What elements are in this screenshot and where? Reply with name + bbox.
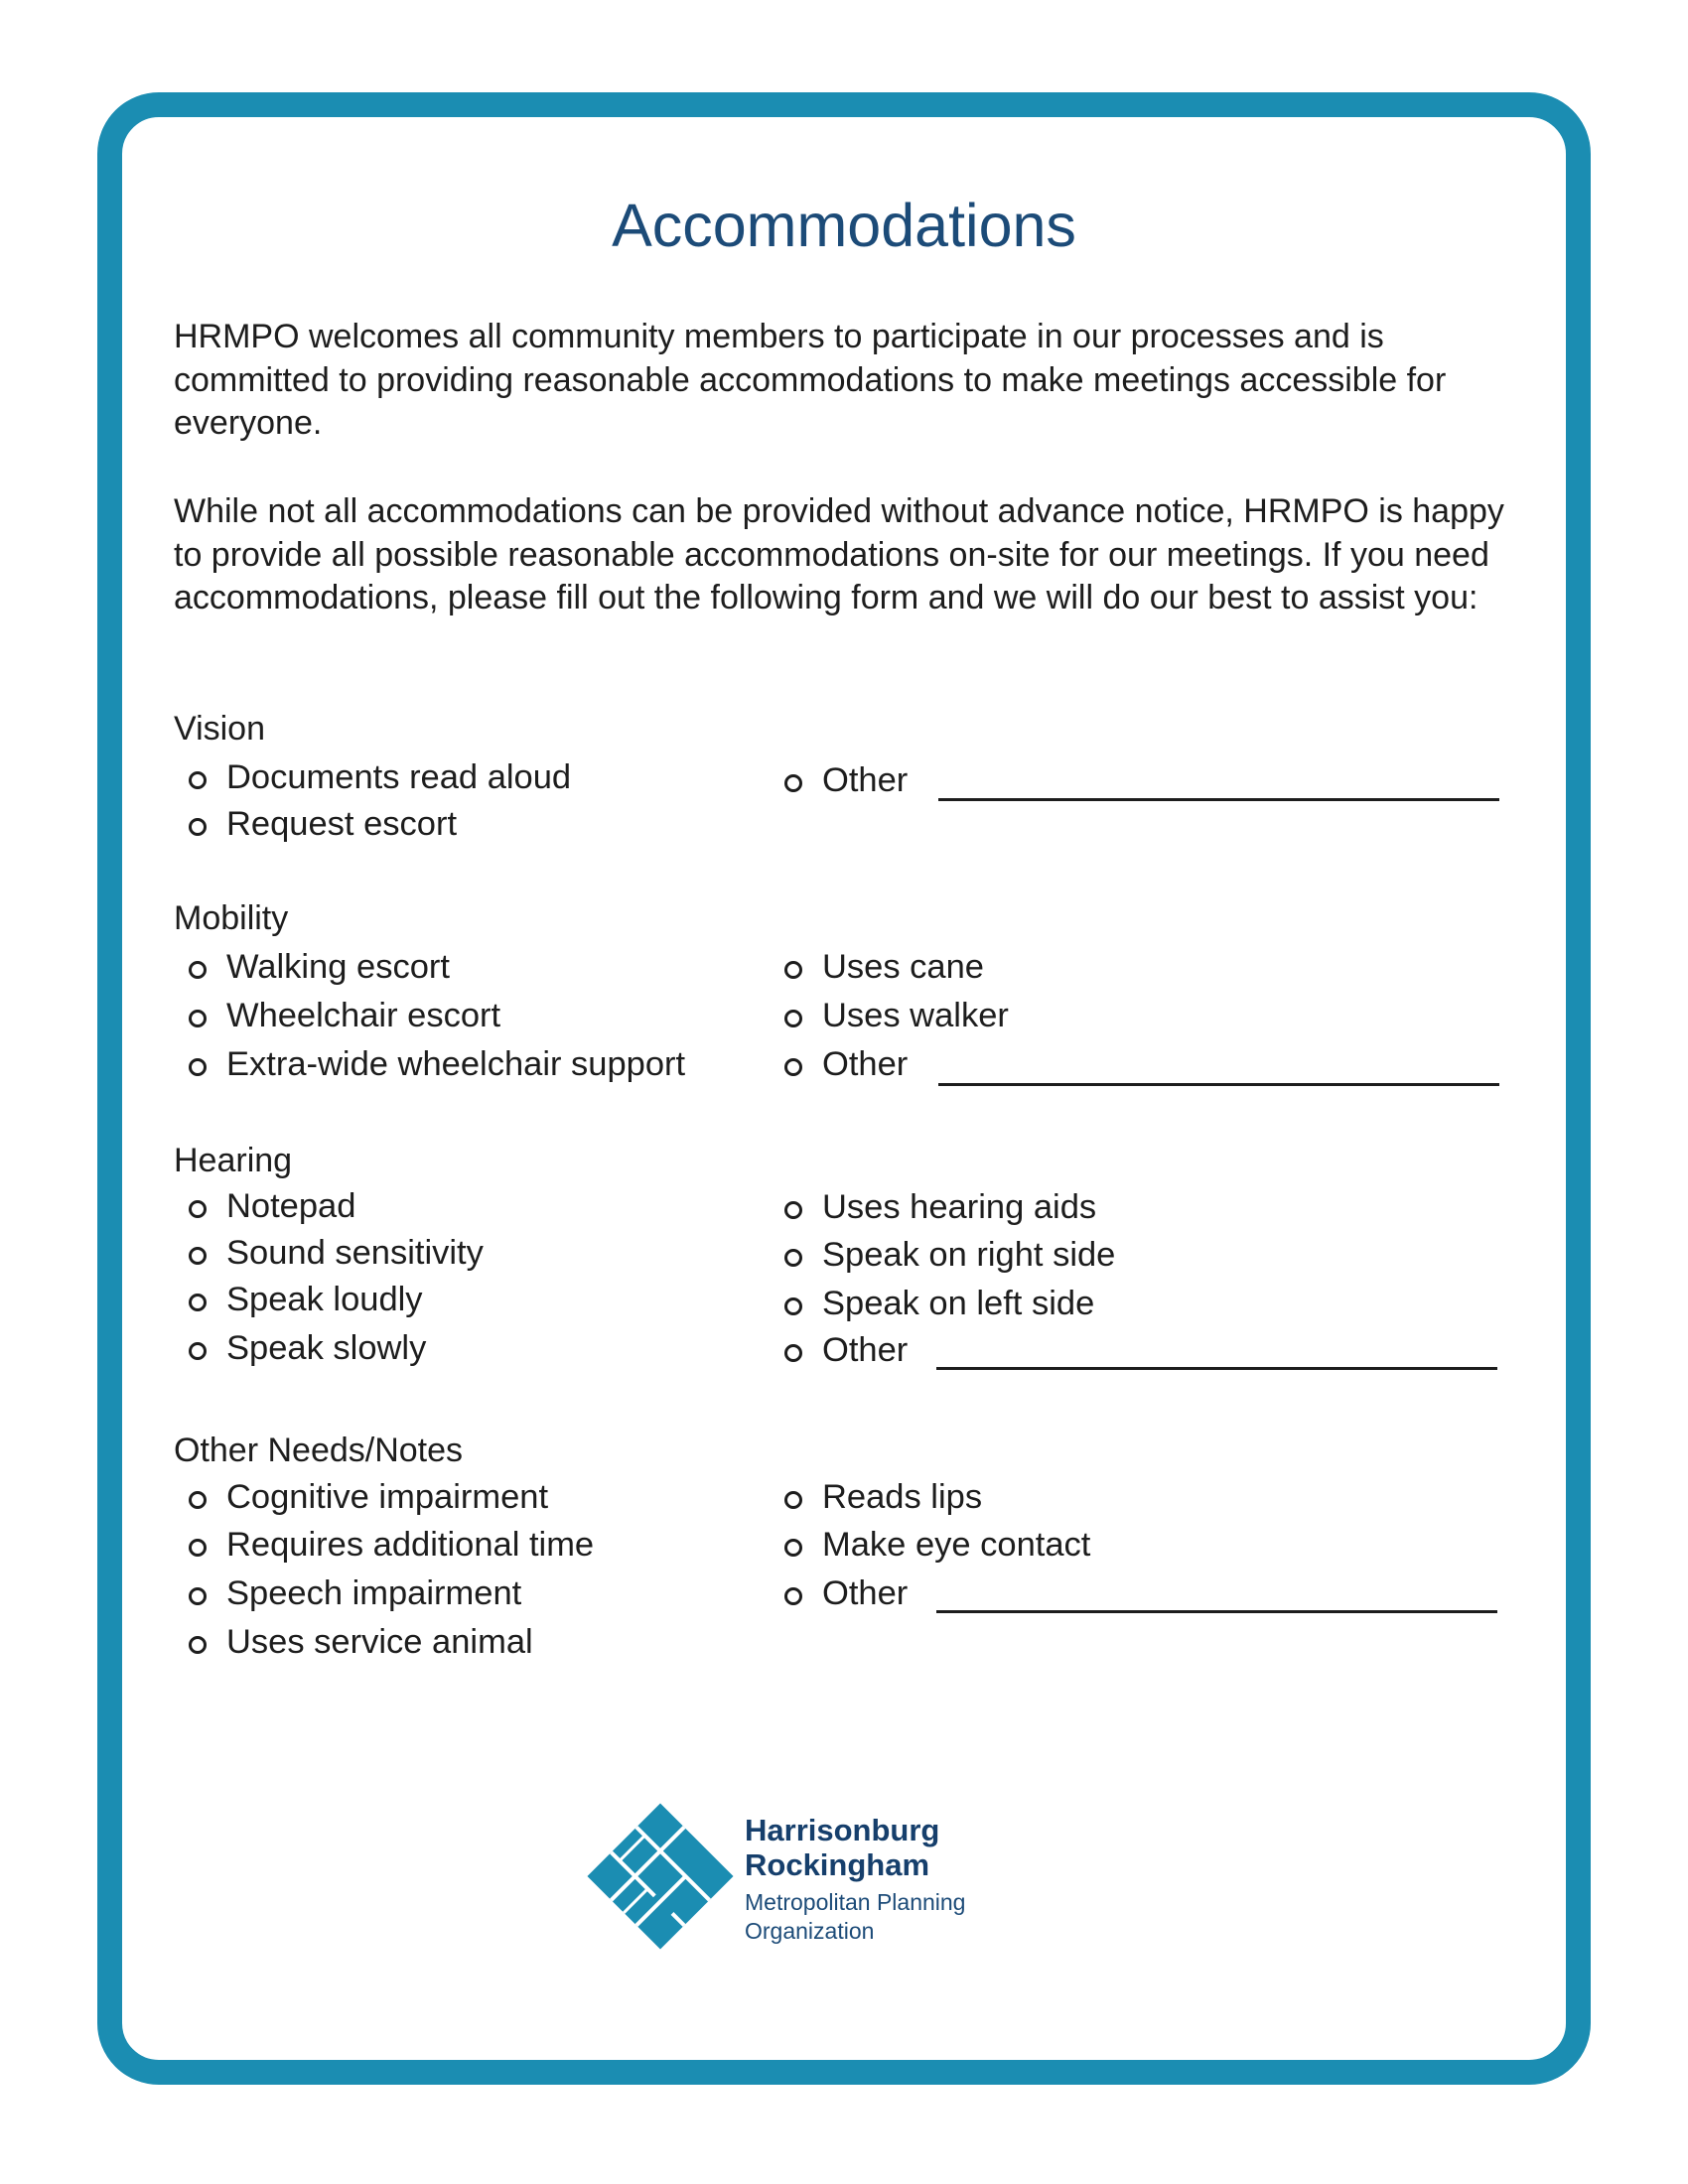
option-uses-hearing-aids[interactable] — [784, 1186, 1096, 1228]
option-speak-on-right-side[interactable] — [784, 1234, 1115, 1276]
radio-circle-icon — [784, 1297, 802, 1315]
radio-circle-icon — [784, 1201, 802, 1219]
logo-line-organization: Organization — [745, 1918, 875, 1944]
option-label: Speak loudly — [226, 1281, 423, 1318]
radio-circle-icon — [784, 1587, 802, 1605]
option-label: Other — [822, 1574, 909, 1612]
option-label: Other — [822, 1331, 909, 1369]
option-uses-walker[interactable] — [784, 995, 1009, 1036]
logo-line-harrisonburg: Harrisonburg — [745, 1813, 940, 1847]
option-label: Other — [822, 1045, 909, 1083]
radio-circle-icon — [784, 774, 802, 792]
option-speak-on-left-side[interactable] — [784, 1283, 1094, 1324]
option-wheelchair-escort[interactable] — [189, 995, 500, 1036]
option-label: Request escort — [226, 805, 458, 843]
other-needs-other-input-line[interactable] — [936, 1610, 1497, 1613]
radio-circle-icon — [189, 1636, 207, 1654]
option-label: Cognitive impairment — [226, 1478, 549, 1516]
hearing-other-input-line[interactable] — [936, 1367, 1497, 1370]
option-uses-cane[interactable] — [784, 946, 984, 988]
option-walking-escort[interactable] — [189, 946, 450, 988]
option-label: Speak slowly — [226, 1329, 427, 1367]
intro-paragraph-2: While not all accommodations can be provided without advance notice, HRMPO is happy to provide all possible reasonable accommodations on-site for our meetings. If you need accommodations, please fill out the following form and we will do our best to assist you: — [174, 492, 1504, 616]
option-label: Extra-wide wheelchair support — [226, 1045, 686, 1083]
option-mobility-other[interactable] — [784, 1043, 908, 1085]
vision-other-input-line[interactable] — [938, 798, 1499, 801]
radio-circle-icon — [784, 1249, 802, 1267]
radio-circle-icon — [784, 1010, 802, 1027]
option-other-needs-other[interactable] — [784, 1572, 908, 1614]
option-request-escort[interactable] — [189, 803, 457, 845]
radio-circle-icon — [784, 1344, 802, 1362]
option-notepad[interactable] — [189, 1185, 355, 1227]
radio-circle-icon — [189, 1294, 207, 1311]
section-heading-vision: Vision — [174, 710, 265, 748]
radio-circle-icon — [189, 1587, 207, 1605]
section-heading-hearing: Hearing — [174, 1142, 293, 1179]
option-sound-sensitivity[interactable] — [189, 1232, 484, 1274]
option-label: Walking escort — [226, 948, 450, 986]
logo-text — [745, 1813, 965, 1946]
option-label: Speak on left side — [822, 1285, 1095, 1322]
option-label: Other — [822, 761, 909, 799]
option-label: Wheelchair escort — [226, 997, 501, 1034]
section-heading-mobility: Mobility — [174, 899, 289, 937]
option-label: Sound sensitivity — [226, 1234, 484, 1272]
option-uses-service-animal[interactable] — [189, 1621, 533, 1663]
option-label: Uses walker — [822, 997, 1009, 1034]
option-speak-slowly[interactable] — [189, 1327, 426, 1369]
radio-circle-icon — [189, 771, 207, 789]
logo-line-metropolitan-planning: Metropolitan Planning — [745, 1889, 966, 1915]
option-label: Uses service animal — [226, 1623, 533, 1661]
option-speak-loudly[interactable] — [189, 1279, 423, 1320]
intro-paragraph-1: HRMPO welcomes all community members to participate in our processes and is committed to providing reasonable accommodations to make meetings accessible for everyone. — [174, 318, 1447, 442]
radio-circle-icon — [189, 1247, 207, 1265]
option-make-eye-contact[interactable] — [784, 1524, 1090, 1566]
radio-circle-icon — [189, 1010, 207, 1027]
option-hearing-other[interactable] — [784, 1329, 908, 1371]
option-cognitive-impairment[interactable] — [189, 1476, 548, 1518]
radio-circle-icon — [189, 1058, 207, 1076]
option-reads-lips[interactable] — [784, 1476, 982, 1518]
mobility-other-input-line[interactable] — [938, 1083, 1499, 1086]
section-heading-other-needs: Other Needs/Notes — [174, 1432, 464, 1469]
radio-circle-icon — [189, 1491, 207, 1509]
option-label: Make eye contact — [822, 1526, 1091, 1564]
radio-circle-icon — [784, 1058, 802, 1076]
option-label: Speech impairment — [226, 1574, 522, 1612]
option-vision-other[interactable] — [784, 759, 908, 801]
option-label: Documents read aloud — [226, 758, 572, 796]
option-extra-wide-wheelchair-support[interactable] — [189, 1043, 685, 1085]
option-requires-additional-time[interactable] — [189, 1524, 594, 1566]
radio-circle-icon — [189, 961, 207, 979]
radio-circle-icon — [189, 1200, 207, 1218]
radio-circle-icon — [784, 961, 802, 979]
radio-circle-icon — [189, 1539, 207, 1557]
radio-circle-icon — [784, 1491, 802, 1509]
option-label: Uses hearing aids — [822, 1188, 1097, 1226]
radio-circle-icon — [784, 1539, 802, 1557]
hrmpo-diamond-icon — [586, 1797, 735, 1956]
option-label: Speak on right side — [822, 1236, 1116, 1274]
radio-circle-icon — [189, 818, 207, 836]
option-speech-impairment[interactable] — [189, 1572, 521, 1614]
option-label: Requires additional time — [226, 1526, 595, 1564]
radio-circle-icon — [189, 1342, 207, 1360]
option-documents-read-aloud[interactable] — [189, 756, 571, 798]
logo-line-rockingham: Rockingham — [745, 1847, 930, 1882]
page-title: Accommodations — [612, 192, 1076, 259]
option-label: Uses cane — [822, 948, 984, 986]
option-label: Reads lips — [822, 1478, 983, 1516]
option-label: Notepad — [226, 1187, 356, 1225]
